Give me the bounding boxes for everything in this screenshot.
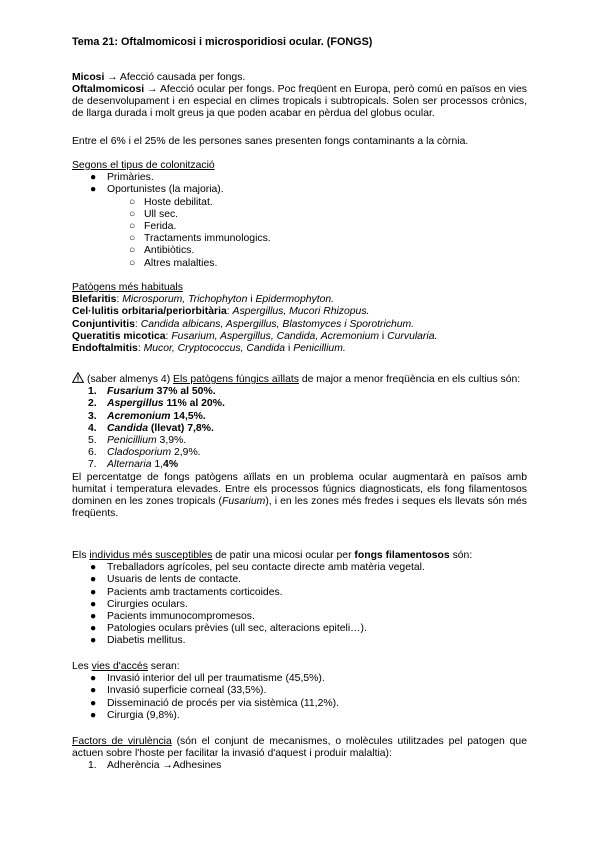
list-item: ● Invasió interior del ull per traumatisme (45,5%). <box>90 673 325 685</box>
sub-list-item: ○ Ull sec. <box>129 208 179 220</box>
bullet-icon: ● <box>90 184 97 196</box>
micosi-term: Micosi <box>72 72 105 83</box>
circle-bullet-icon: ○ <box>129 257 136 269</box>
aillats-intro: (saber almenys 4) Els patògens fúngics aïllats de major a menor freqüència en els cultius són: <box>72 372 527 386</box>
patogens-heading: Patògens més habituals <box>72 282 183 293</box>
circle-bullet-icon: ○ <box>129 233 136 245</box>
sub-list-item: ○ Ferida. <box>129 221 177 233</box>
circle-bullet-icon: ○ <box>129 221 136 233</box>
colonitzacio-section <box>72 160 527 270</box>
circle-bullet-icon: ○ <box>129 245 136 257</box>
bullet-icon: ● <box>90 635 97 647</box>
bullet-icon: ● <box>90 586 97 598</box>
sub-list-item: ○ Altres malalties. <box>129 257 218 269</box>
patogens-section <box>72 282 527 355</box>
ranked-item: 2. Aspergillus 11% al 20%. <box>88 398 225 410</box>
warning-triangle-icon <box>72 372 84 383</box>
list-item: ● Invasió superficie corneal (33,5%). <box>90 685 267 697</box>
factors-intro: Factors de virulència (són el conjunt de mecanismes, o molècules utilitzades pel patogen que actuen sobre l'hoste per facilitar la invasió d'aquest i produir malaltia): <box>72 736 527 760</box>
oftalmomicosi-definition <box>72 84 527 121</box>
patogen-row: Queratitis micotica: Fusarium, Aspergillus, Candida, Acremonium i Curvularia. <box>72 330 438 342</box>
vies-intro: Les vies d'accés seran: <box>72 661 180 672</box>
ranked-item: 7. Alternaria 1,4% <box>88 459 179 471</box>
aillats-paragraph: El percentatge de fongs patògens aïllats en un problema ocular augmentarà en països amb humitat i temperatura elevades. Entre els processos fúgnics diagnosticats, els fong filamentosos dominen en les zones tropicals (Fusarium), i en les zones més fredes i seques els llevats són més freqüents. <box>72 471 527 520</box>
list-item: ● Primàries. <box>90 172 154 184</box>
bullet-icon: ● <box>90 562 97 574</box>
bullet-icon: ● <box>90 697 97 709</box>
bullet-icon: ● <box>90 709 97 721</box>
aillats-section <box>72 372 527 520</box>
bullet-icon: ● <box>90 611 97 623</box>
list-item: ● Cirurgia (9,8%). <box>90 709 180 721</box>
individus-intro: Els individus més susceptibles de patir una micosi ocular per fongs filamentosos són: <box>72 550 473 561</box>
list-item: ● Pacients immunocompromesos. <box>90 611 255 623</box>
micosi-definition <box>72 72 527 84</box>
list-item: ● Treballadors agrícoles, pel seu contacte directe amb matèria vegetal. <box>90 562 425 574</box>
patogen-row: Cel·lulitis orbitaria/periorbitària: Aspergillus, Mucori Rhizopus. <box>72 306 370 318</box>
micosi-def: → Afecció causada per fongs. <box>104 72 246 83</box>
individus-section <box>72 550 527 648</box>
numbered-item: 1. Adherència →Adhesines <box>88 760 222 772</box>
ranked-item: 5. Penicillium 3,9%. <box>88 435 187 447</box>
stats-paragraph: Entre el 6% i el 25% de les persones sanes presenten fongs contaminants a la còrnia. <box>72 136 469 147</box>
oftal-term: Oftalmomicosi <box>72 84 145 95</box>
bullet-icon: ● <box>90 673 97 685</box>
list-item: ● Pacients amb tractaments corticoides. <box>90 586 283 598</box>
list-item: ● Diabetis mellitus. <box>90 635 186 647</box>
patogen-row: Conjuntivitis: Candida albicans, Aspergillus, Blastomyces i Sporotrichum. <box>72 318 415 330</box>
oftal-def: → Afecció ocular per fongs. Poc freqüent en Europa, però comú en països en vies de desenvolupament i en especial en climes tropicals i subtropicals. Solen ser processos crònics, de llarga durada i molt greus ja que poden acabar en pèrdua del globus ocular. <box>72 84 527 120</box>
list-item: ● Cirurgies oculars. <box>90 598 188 610</box>
sub-list-item: ○ Hoste debilitat. <box>129 196 213 208</box>
page-title: Tema 21: Oftalmomicosi i microsporidiosi ocular. (FONGS) <box>72 36 373 48</box>
list-item: ● Patologies oculars prèvies (ull sec, alteracions epiteli…). <box>90 623 367 635</box>
vies-section <box>72 661 527 722</box>
bullet-icon: ● <box>90 598 97 610</box>
circle-bullet-icon: ○ <box>129 196 136 208</box>
bullet-icon: ● <box>90 623 97 635</box>
circle-bullet-icon: ○ <box>129 208 136 220</box>
patogen-row: Endoftalmitis: Mucor, Cryptococcus, Candida i Penicillium. <box>72 343 346 355</box>
bullet-icon: ● <box>90 574 97 586</box>
list-item: ● Usuaris de lents de contacte. <box>90 574 241 586</box>
list-item: ● Oportunistes (la majoria). <box>90 184 224 196</box>
patogen-row: Blefaritis: Microsporum, Trichophyton i Epidermophyton. <box>72 294 335 306</box>
bullet-icon: ● <box>90 685 97 697</box>
ranked-item: 4. Candida (llevat) 7,8%. <box>88 422 214 434</box>
ranked-item: 3. Acremonium 14,5%. <box>88 410 206 422</box>
factors-section <box>72 736 527 773</box>
colonitzacio-heading: Segons el tipus de colonització <box>72 160 215 171</box>
bullet-icon: ● <box>90 172 97 184</box>
ranked-item: 1. Fusarium 37% al 50%. <box>88 386 216 398</box>
sub-list-item: ○ Antibiòtics. <box>129 245 195 257</box>
ranked-item: 6. Cladosporium 2,9%. <box>88 447 201 459</box>
sub-list-item: ○ Tractaments immunologics. <box>129 233 271 245</box>
list-item: ● Disseminació de procés per via sistèmica (11,2%). <box>90 697 339 709</box>
